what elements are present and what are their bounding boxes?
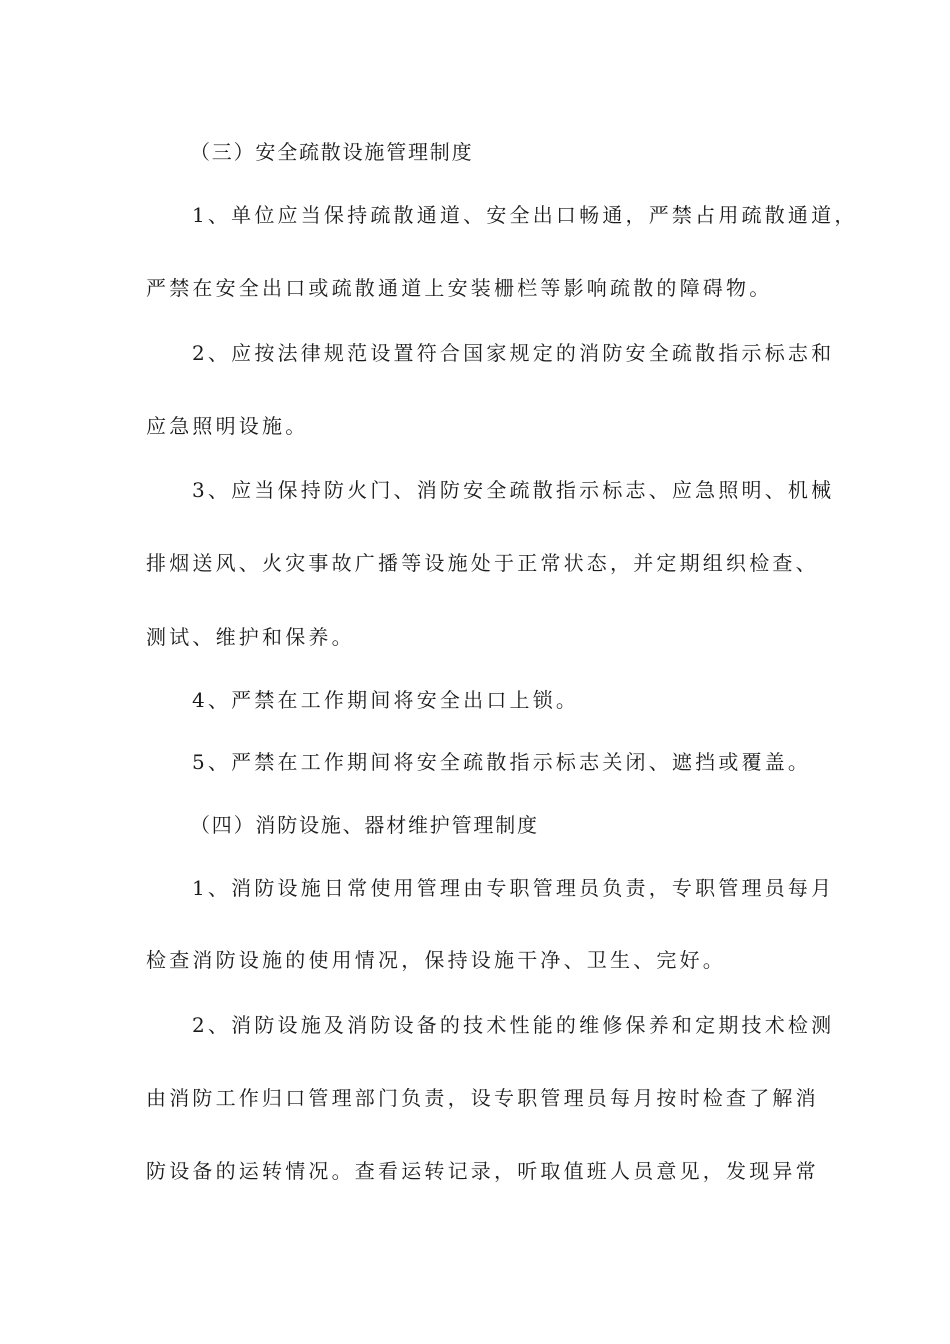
paragraph-line: 4、严禁在工作期间将安全出口上锁。 xyxy=(192,688,580,712)
paragraph-line: 2、应按法律规范设置符合国家规定的消防安全疏散指示标志和 xyxy=(192,341,835,365)
paragraph-line: 5、严禁在工作期间将安全疏散指示标志关闭、遮挡或覆盖。 xyxy=(192,750,812,774)
paragraph-line: 防设备的运转情况。查看运转记录，听取值班人员意见，发现异常 xyxy=(146,1159,819,1183)
paragraph-line: 排烟送风、火灾事故广播等设施处于正常状态，并定期组织检查、 xyxy=(146,551,819,575)
section-heading: （四）消防设施、器材维护管理制度 xyxy=(190,813,539,837)
paragraph-line: 严禁在安全出口或疏散通道上安装栅栏等影响疏散的障碍物。 xyxy=(146,276,773,300)
paragraph-line: 2、消防设施及消防设备的技术性能的维修保养和定期技术检测 xyxy=(192,1013,835,1037)
section-heading: （三）安全疏散设施管理制度 xyxy=(190,140,474,164)
paragraph-line: 由消防工作归口管理部门负责，设专职管理员每月按时检查了解消 xyxy=(146,1086,819,1110)
paragraph-line: 1、消防设施日常使用管理由专职管理员负责，专职管理员每月 xyxy=(192,876,835,900)
paragraph-line: 应急照明设施。 xyxy=(146,414,309,438)
paragraph-line: 3、应当保持防火门、消防安全疏散指示标志、应急照明、机械 xyxy=(192,478,835,502)
paragraph-line: 检查消防设施的使用情况，保持设施干净、卫生、完好。 xyxy=(146,948,726,972)
paragraph-line: 1、单位应当保持疏散通道、安全出口畅通，严禁占用疏散通道， xyxy=(192,203,858,227)
paragraph-line: 测试、维护和保养。 xyxy=(146,625,355,649)
